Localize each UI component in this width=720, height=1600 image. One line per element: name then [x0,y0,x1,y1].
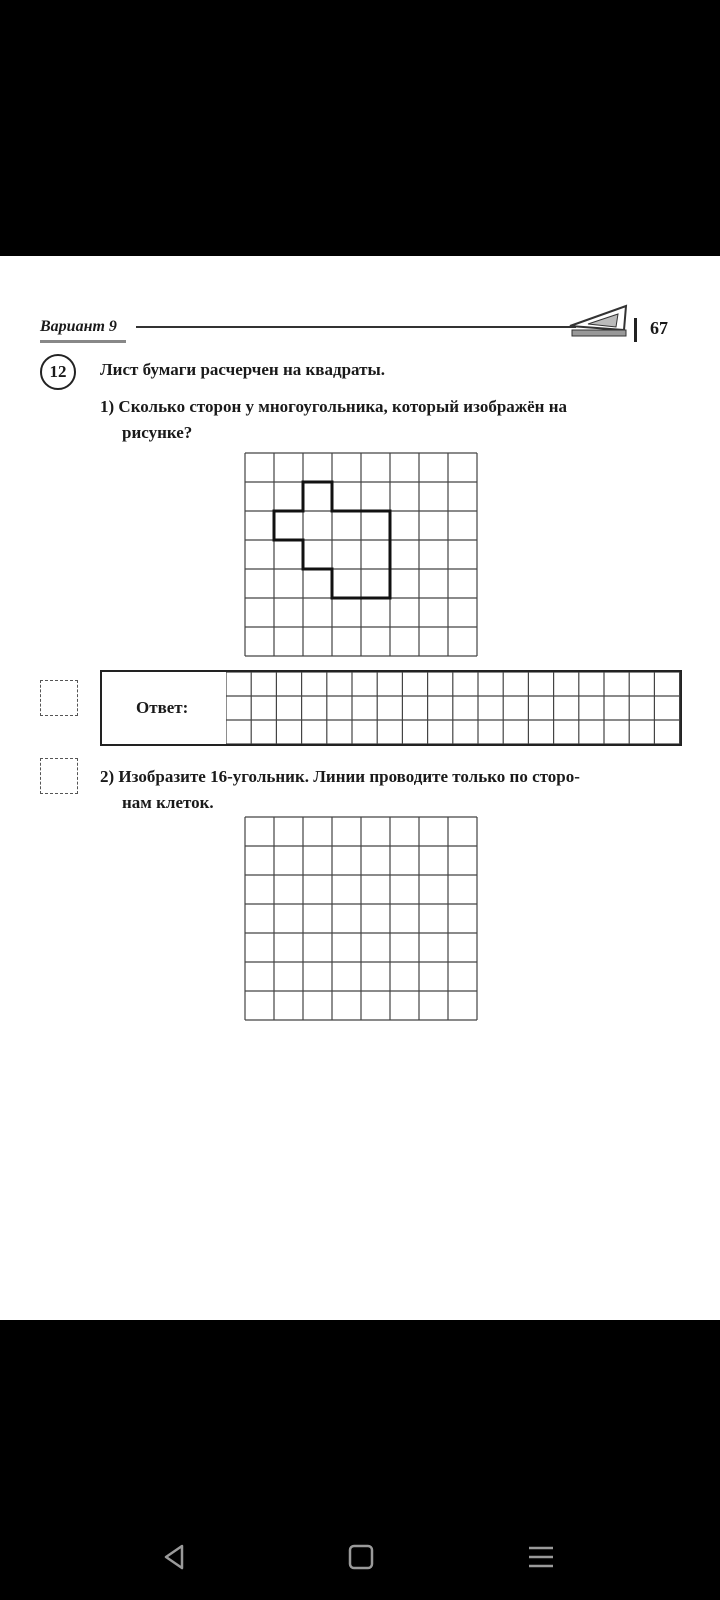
page-number: 67 [650,318,668,338]
variant-underline [40,340,126,343]
polygon-grid [244,452,478,658]
answer-cells[interactable] [226,672,682,744]
back-icon[interactable] [160,1542,190,1572]
drawing-grid[interactable] [244,816,478,1022]
menu-icon[interactable] [526,1542,556,1572]
header-rule [136,326,576,328]
header-divider [634,318,637,342]
answer-box[interactable] [100,670,682,746]
task-number: 12 [40,354,76,390]
answer-label: Ответ: [136,698,189,717]
navigation-bar [0,1320,720,1600]
question-2 [100,764,684,816]
question-2-line-1: 2) Изобразите 16-угольник. Линии проводите только по сторо- [100,767,580,786]
home-icon[interactable] [346,1542,376,1572]
worksheet-page [0,256,720,1320]
question-1-line-1: 1) Сколько сторон у многоугольника, который изображён на [100,397,567,416]
score-box-2[interactable] [40,758,78,794]
ruler-triangle-icon [568,300,630,340]
score-box-1[interactable] [40,680,78,716]
task-title: Лист бумаги расчерчен на квадраты. [100,360,385,379]
question-1-line-2: рисунке? [122,423,193,442]
question-2-line-2: нам клеток. [122,793,214,812]
variant-label: Вариант 9 [40,318,117,335]
question-1 [100,394,684,446]
